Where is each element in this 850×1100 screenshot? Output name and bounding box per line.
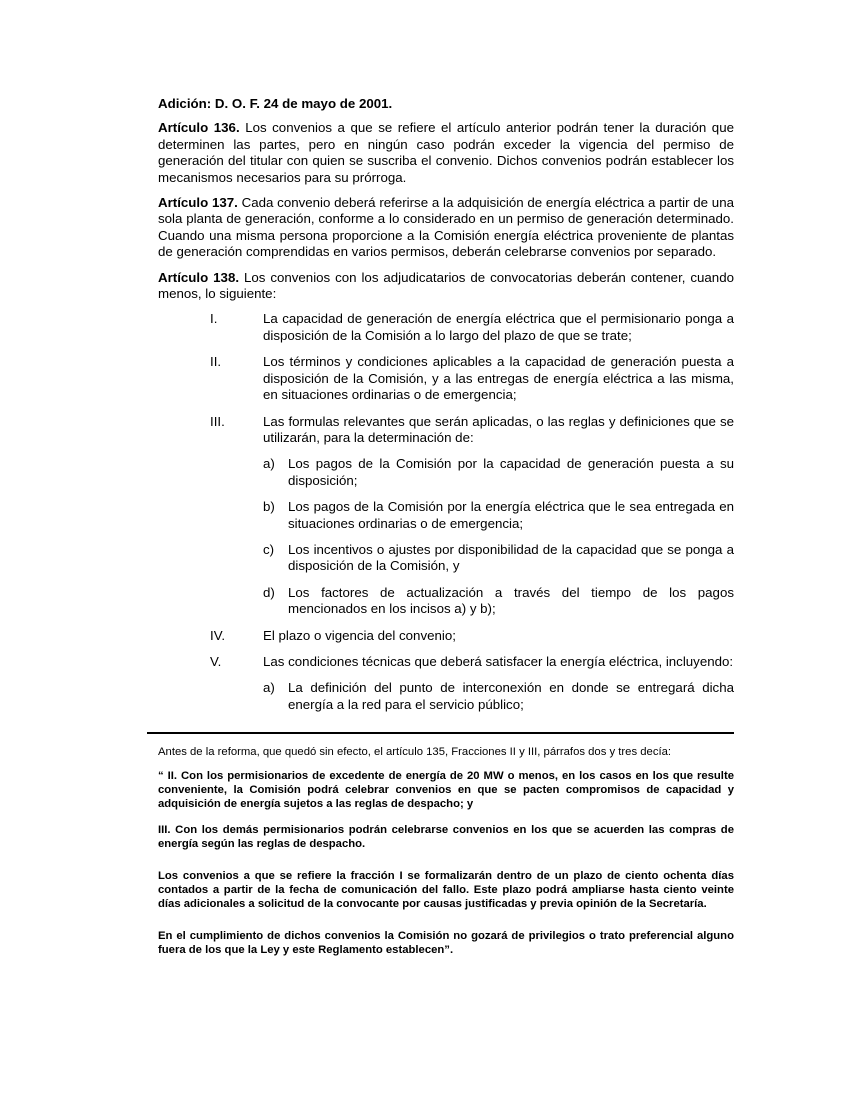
fraction-item-iii xyxy=(210,414,734,447)
article-138-label: Artículo 138. xyxy=(158,269,240,285)
subitem-marker: c) xyxy=(263,541,275,557)
fraction-text: El plazo o vigencia del convenio; xyxy=(263,627,456,643)
subitem-marker: b) xyxy=(263,499,275,515)
subitem-iii-a xyxy=(263,456,734,489)
article-136-paragraph xyxy=(158,120,734,186)
fraction-marker: V. xyxy=(210,653,222,669)
fraction-text: Las formulas relevantes que serán aplicadas, o las reglas y definiciones que se utilizarán, para la determinación de: xyxy=(263,413,734,445)
subitem-text: Los pagos de la Comisión por la capacidad de generación puesta a su disposición; xyxy=(288,456,734,488)
fraction-item-iv xyxy=(210,628,734,644)
footnote-quote-fraction-ii: “ II. Con los permisionarios de excedente de energía de 20 MW o menos, en los casos en los que resulte conveniente, la Comisión podrá celebrar convenios en que se pacten compromisos de capacidad y adquisición de energía sujetos a las reglas de despacho; y xyxy=(158,770,734,811)
addition-note: Adición: D. O. F. 24 de mayo de 2001. xyxy=(158,96,393,111)
subitem-text: Los incentivos o ajustes por disponibilidad de la capacidad que se ponga a disposición de la Comisión, y xyxy=(288,541,734,574)
article-137-label: Artículo 137. xyxy=(158,195,238,211)
document-content xyxy=(158,96,734,957)
fraction-item-i xyxy=(210,311,734,344)
footnote-intro: Antes de la reforma, que quedó sin efecto, el artículo 135, Fracciones II y III, párrafos dos y tres decía: xyxy=(158,746,672,759)
fraction-marker: I. xyxy=(210,311,218,327)
fraction-text: Las condiciones técnicas que deberá satisfacer la energía eléctrica, incluyendo: xyxy=(263,653,734,669)
subitem-marker: a) xyxy=(263,680,275,696)
subitem-marker: a) xyxy=(263,456,275,472)
article-136-text: Los convenios a que se refiere el artículo anterior podrán tener la duración que determinen las partes, pero en ningún caso podrán exceder la vigencia del permiso de generación del titular con quien se suscriba el convenio. Dichos convenios podrán establecer los mecanismos necesarios para su prórroga. xyxy=(158,120,734,185)
article-137-text: Cada convenio deberá referirse a la adquisición de energía eléctrica a partir de una sola planta de generación, conforme a lo considerado en un permiso de generación determinado. Cuando una misma persona proporcione a la Comisión energía eléctrica proveniente de plantas de generación comprendidas en varios permisos, deberán celebrarse convenios por separado. xyxy=(158,195,734,260)
subitem-text: Los factores de actualización a través del tiempo de los pagos mencionados en los incisos a) y b); xyxy=(288,584,734,617)
article-138-text: Los convenios con los adjudicatarios de convocatorias deberán contener, cuando menos, lo siguiente: xyxy=(158,269,734,302)
footnote-quote-fraction-iii: III. Con los demás permisionarios podrán celebrarse convenios en los que se acuerden las compras de energía según las reglas de despacho. xyxy=(158,824,734,851)
article-137-paragraph xyxy=(158,195,734,261)
fraction-text: Los términos y condiciones aplicables a la capacidad de generación puesta a disposición de la Comisión, y a las entregas de energía eléctrica a las misma, en situaciones ordinarias o de emergencia; xyxy=(263,354,734,403)
subitem-iii-c xyxy=(263,542,734,575)
footnote-quote-paragraph-two: Los convenios a que se refiere la fracción I se formalizarán dentro de un plazo de ciento ochenta días contados a partir de la fecha de comunicación del fallo. Este plazo podrá ampliarse hasta ciento veinte días adicionales a solicitud de la convocante por causas justificadas y previa opinión de la Secretaría. xyxy=(158,870,734,911)
subitem-v-a xyxy=(263,680,734,713)
footnote-section xyxy=(158,732,734,957)
fraction-marker: II. xyxy=(210,354,222,370)
footnote-separator-rule xyxy=(147,732,734,734)
subitem-text: La definición del punto de interconexión en donde se entregará dicha energía a la red para el servicio público; xyxy=(288,680,734,712)
subitem-text: Los pagos de la Comisión por la energía eléctrica que le sea entregada en situaciones ordinarias o de emergencia; xyxy=(288,499,734,531)
subitem-marker: d) xyxy=(263,584,275,600)
fraction-marker: III. xyxy=(210,413,225,429)
footnote-quote-paragraph-three: En el cumplimiento de dichos convenios la Comisión no gozará de privilegios o trato preferencial alguno fuera de los que la Ley y este Reglamento establecen”. xyxy=(158,930,734,957)
fraction-text: La capacidad de generación de energía eléctrica que el permisionario ponga a disposición de la Comisión a lo largo del plazo de que se trate; xyxy=(263,311,734,343)
fraction-item-ii xyxy=(210,354,734,403)
fraction-item-v xyxy=(210,654,734,670)
article-136-label: Artículo 136. xyxy=(158,120,240,136)
fraction-marker: IV. xyxy=(210,627,226,643)
article-138-paragraph xyxy=(158,270,734,303)
subitem-iii-b xyxy=(263,499,734,532)
subitem-iii-d xyxy=(263,585,734,618)
